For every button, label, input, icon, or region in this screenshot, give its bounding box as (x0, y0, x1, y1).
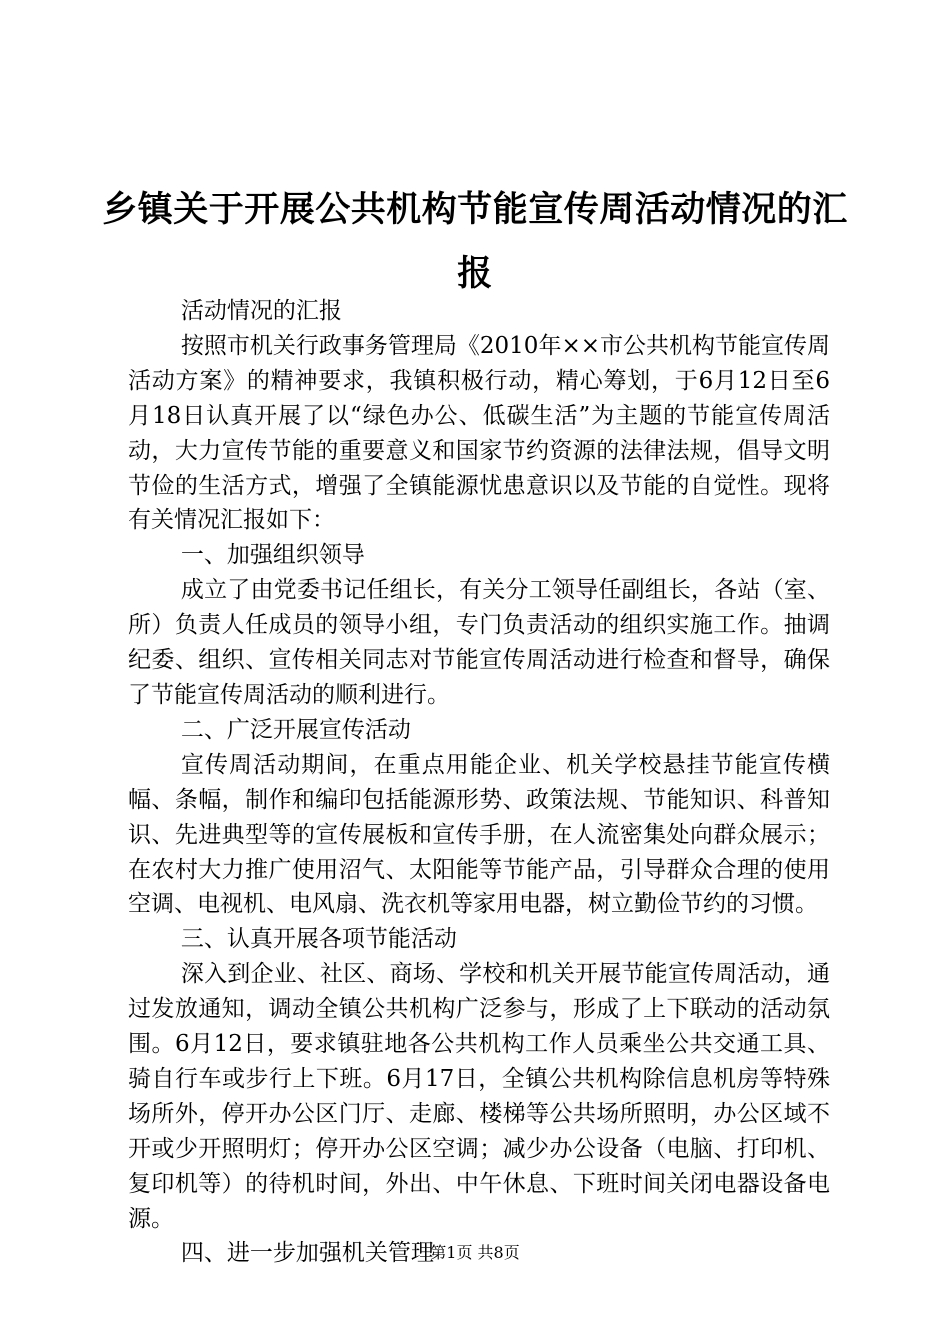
paragraph-section-3: 深入到企业、社区、商场、学校和机关开展节能宣传周活动，通过发放通知，调动全镇公共机构广泛参与，形成了上下联动的活动氛围。6月12日，要求镇驻地各公共机构工作人员乘坐公共交通工具、骑自行车或步行上下班。6月17日，全镇公共机构除信息机房等特殊场所外，停开办公区门厅、走廊、楼梯等公共场所照明，办公区域不开或少开照明灯；停开办公区空调；减少办公设备（电脑、打印机、复印机等）的待机时间，外出、中午休息、下班时间关闭电器设备电源。 (128, 961, 830, 1232)
document-body (128, 294, 830, 1271)
section-heading-3: 三、认真开展各项节能活动 (180, 926, 457, 953)
section-heading-1: 一、加强组织领导 (180, 542, 365, 569)
paragraph-intro: 按照市机关行政事务管理局《2010年××市公共机构节能宣传周活动方案》的精神要求，我镇积极行动，精心筹划，于6月12日至6月18日认真开展了以“绿色办公、低碳生活”为主题的节能宣传周活动，大力宣传节能的重要意义和国家节约资源的法律法规，倡导文明节俭的生活方式，增强了全镇能源忧患意识以及节能的自觉性。现将有关情况汇报如下： (128, 332, 830, 534)
paragraph-subtitle: 活动情况的汇报 (180, 298, 342, 324)
page-footer: 第1页 共8页 (430, 1243, 520, 1262)
section-heading-4: 四、进一步加强机关管理 (180, 1240, 434, 1267)
document-title: 乡镇关于开展公共机构节能宣传周活动情况的汇报 (102, 190, 848, 294)
paragraph-section-2: 宣传周活动期间，在重点用能企业、机关学校悬挂节能宣传横幅、条幅，制作和编印包括能源形势、政策法规、节能知识、科普知识、先进典型等的宣传展板和宣传手册，在人流密集处向群众展示；在农村大力推广使用沼气、太阳能等节能产品，引导群众合理的使用空调、电视机、电风扇、洗衣机等家用电器，树立勤俭节约的习惯。 (128, 751, 830, 918)
paragraph-section-1: 成立了由党委书记任组长，有关分工领导任副组长，各站（室、所）负责人任成员的领导小组，专门负责活动的组织实施工作。抽调纪委、组织、宣传相关同志对节能宣传周活动进行检查和督导，确保了节能宣传周活动的顺利进行。 (128, 577, 830, 708)
section-heading-2: 二、广泛开展宣传活动 (180, 716, 411, 743)
